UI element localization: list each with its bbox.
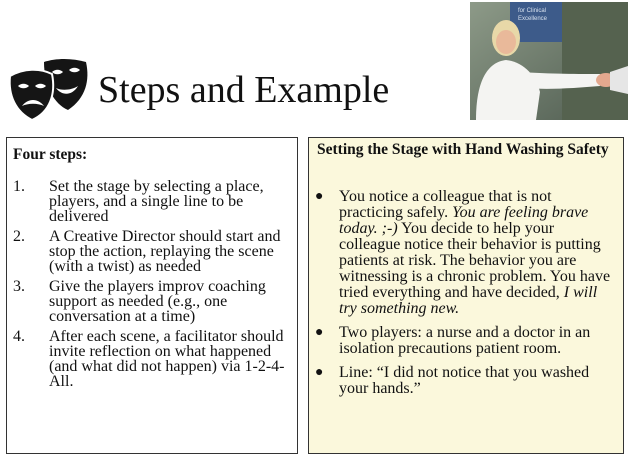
step-number: 1. [13, 178, 25, 195]
bullet-text: Line: “I did not notice that you washed your hands.” [339, 364, 590, 397]
bullet-icon: ● [315, 325, 324, 340]
theatre-masks-icon [6, 56, 96, 122]
step-item [13, 229, 295, 274]
step-item [13, 329, 295, 389]
step-text: After each scene, a facilitator should invite reflection on what happened (and what did not happen) via 1-2-4-All. [49, 328, 285, 390]
example-bullets [315, 189, 615, 405]
bullet-item [315, 189, 615, 317]
step-item [13, 279, 295, 324]
bullet-text-italic: You are feeling brave today. ;-) [339, 204, 589, 237]
four-steps-heading: Four steps: [13, 146, 88, 163]
bullet-text [339, 189, 615, 317]
step-number: 2. [13, 228, 25, 245]
step-number: 4. [13, 328, 25, 345]
photo-badge-line-2: Excellence [518, 16, 548, 22]
step-text: A Creative Director should start and stop the action, replaying the scene (with a twist) as needed [49, 228, 281, 275]
step-number: 3. [13, 278, 25, 295]
four-steps-panel [6, 137, 298, 454]
example-heading: Setting the Stage with Hand Washing Safety [317, 141, 609, 158]
bullet-text-part: You notice a colleague that is not practicing safely. [339, 188, 552, 221]
bullet-text-part: You decide to help your colleague notice their behavior is putting patients at risk. The behavior you are witnessing is a chronic problem. You have tried everything and have decided, [339, 220, 611, 301]
bullet-icon: ● [315, 189, 324, 204]
step-text: Give the players improv coaching support as needed (e.g., one conversation at a time) [49, 278, 266, 325]
bullet-text: Two players: a nurse and a doctor in an isolation precautions patient room. [339, 324, 591, 357]
bullet-item [315, 365, 615, 397]
bullet-icon: ● [315, 365, 324, 380]
page-title: Steps and Example [98, 69, 390, 111]
bullet-item [315, 325, 615, 357]
example-panel [308, 137, 624, 454]
bullet-text-italic: I will try something new. [339, 284, 598, 317]
step-item [13, 179, 295, 224]
step-text: Set the stage by selecting a place, players, and a single line to be delivered [49, 178, 264, 225]
presenter-photo [470, 2, 628, 120]
steps-list [13, 179, 295, 394]
photo-badge-line-1: for Clinical [518, 8, 547, 14]
